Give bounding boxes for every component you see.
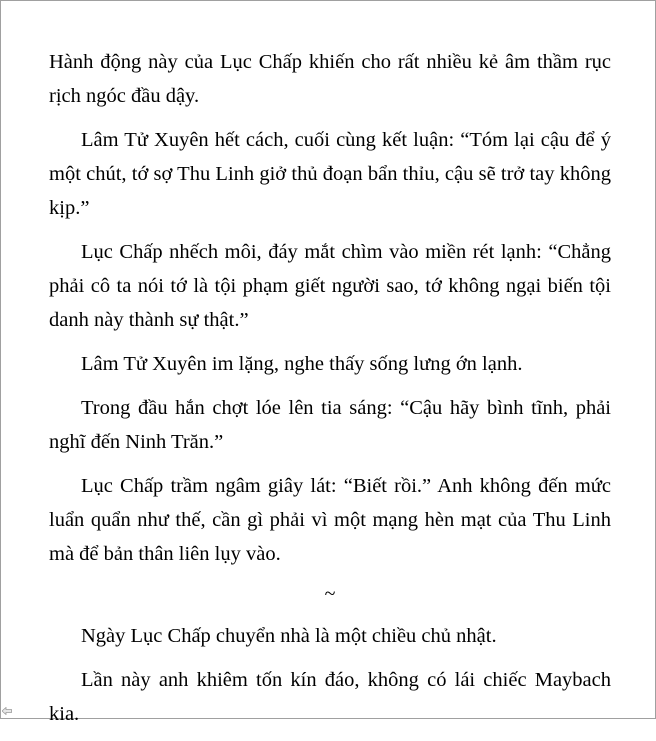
paragraph-4: Lâm Tử Xuyên im lặng, nghe thấy sống lưng ớn lạnh. (81, 353, 523, 375)
scroll-left-arrow-svg (2, 707, 12, 715)
document-body (49, 45, 611, 741)
section-separator: ~ (324, 583, 336, 605)
paragraph-8: Lần này anh khiêm tốn kín đáo, không có lái chiếc Maybach kia. (49, 669, 611, 725)
paragraph-1: Hành động này của Lục Chấp khiến cho rất nhiều kẻ âm thầm rục rịch ngóc đầu dậy. (49, 51, 611, 107)
paragraph-6: Lục Chấp trầm ngâm giây lát: “Biết rồi.” Anh không đến mức luẩn quẩn như thế, cần gì phải vì một mạng hèn mạt của Thu Linh mà để bản thân liên lụy vào. (49, 475, 611, 565)
paragraph-5: Trong đầu hắn chợt lóe lên tia sáng: “Cậu hãy bình tĩnh, phải nghĩ đến Ninh Trăn.” (49, 397, 611, 453)
paragraph-3: Lục Chấp nhếch môi, đáy mắt chìm vào miền rét lạnh: “Chẳng phải cô ta nói tớ là tội phạm giết người sao, tớ không ngại biến tội danh này thành sự thật.” (49, 241, 611, 331)
paragraph-7: Ngày Lục Chấp chuyển nhà là một chiều chủ nhật. (81, 625, 497, 647)
scroll-left-arrow-icon[interactable] (2, 702, 12, 710)
paragraph-2: Lâm Tử Xuyên hết cách, cuối cùng kết luận: “Tóm lại cậu để ý một chút, tớ sợ Thu Linh giở thủ đoạn bẩn thỉu, cậu sẽ trở tay không kịp.” (49, 129, 611, 219)
